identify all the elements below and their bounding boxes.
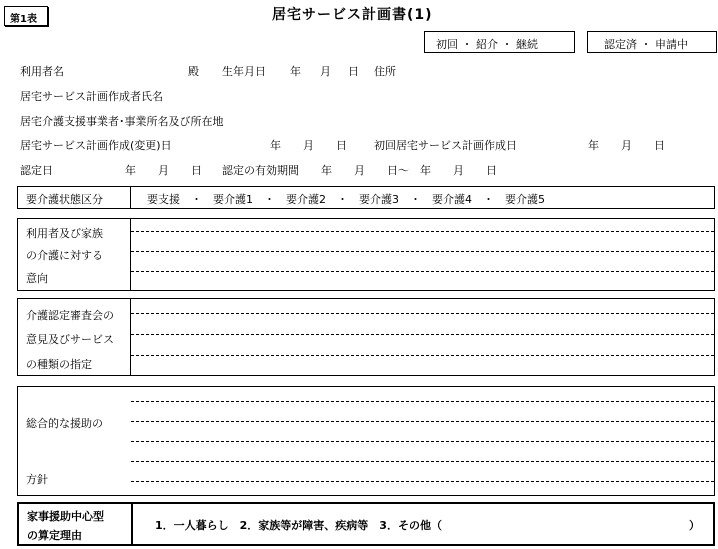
housework-label-2: の算定理由 bbox=[27, 529, 82, 542]
care-level-divider bbox=[130, 187, 131, 208]
opinion-label-2: 意見及びサービス bbox=[26, 333, 114, 346]
intent-line-2 bbox=[131, 251, 714, 252]
provider-label: 居宅介護支援事業者･事業所名及び所在地 bbox=[20, 115, 224, 128]
opinion-label-3: の種類の指定 bbox=[26, 358, 92, 371]
care-level-label: 要介護状態区分 bbox=[26, 193, 103, 206]
care-level-row bbox=[17, 186, 715, 209]
birth-year-label: 年 bbox=[290, 65, 301, 78]
opinion-label-1: 介護認定審査会の bbox=[26, 309, 114, 322]
first-plan-date-label: 初回居宅サービス計画作成日 bbox=[374, 139, 517, 152]
intent-label-3: 意向 bbox=[26, 272, 48, 285]
cert-date-ymd: 年 月 日 bbox=[125, 164, 202, 177]
opinion-section bbox=[17, 298, 715, 376]
address-label: 住所 bbox=[374, 65, 396, 78]
status-box-certification[interactable] bbox=[587, 31, 717, 53]
page-title: 居宅サービス計画書(1) bbox=[272, 7, 433, 23]
cert-date-label: 認定日 bbox=[20, 164, 53, 177]
intent-label-2: の介護に対する bbox=[26, 249, 103, 262]
status-box-plan-type[interactable] bbox=[424, 31, 575, 53]
policy-label-1: 総合的な援助の bbox=[26, 417, 103, 430]
opinion-line-2 bbox=[131, 334, 714, 335]
care-level-options[interactable]: 要支援 ・ 要介護1 ・ 要介護2 ・ 要介護3 ・ 要介護4 ・ 要介護5 bbox=[147, 193, 545, 206]
validity-period-label: 認定の有効期間 年 月 日～ 年 月 日 bbox=[222, 164, 497, 177]
planner-name-label: 居宅サービス計画作成者氏名 bbox=[20, 90, 163, 103]
intent-line-3 bbox=[131, 271, 714, 272]
policy-section bbox=[17, 386, 715, 496]
intent-input-area[interactable] bbox=[131, 219, 714, 290]
intent-label-1: 利用者及び家族 bbox=[26, 227, 103, 240]
policy-input-area[interactable] bbox=[131, 387, 714, 495]
housework-label-1: 家事援助中心型 bbox=[27, 510, 104, 523]
policy-label-2: 方針 bbox=[26, 473, 48, 486]
housework-close-paren: ） bbox=[689, 519, 700, 532]
dono-label: 殿 bbox=[188, 65, 199, 78]
certification-options: 認定済 ・ 申請中 bbox=[604, 38, 688, 51]
housework-divider bbox=[131, 504, 133, 544]
form-number-badge bbox=[4, 6, 48, 26]
intent-section bbox=[17, 218, 715, 291]
plan-type-options: 初回 ・ 紹介 ・ 継続 bbox=[436, 38, 538, 51]
birthdate-label: 生年月日 bbox=[222, 65, 266, 78]
policy-line-4 bbox=[131, 461, 714, 462]
opinion-line-1 bbox=[131, 313, 714, 314]
housework-options[interactable]: 1．一人暮らし 2．家族等が障害、疾病等 3．その他（ bbox=[155, 519, 442, 532]
policy-line-3 bbox=[131, 441, 714, 442]
plan-date-label: 居宅サービス計画作成(変更)日 bbox=[20, 139, 172, 152]
opinion-input-area[interactable] bbox=[131, 299, 714, 375]
opinion-line-3 bbox=[131, 355, 714, 356]
user-name-label: 利用者名 bbox=[20, 65, 64, 78]
birth-month-label: 月 bbox=[320, 65, 331, 78]
plan-date-ymd: 年 月 日 bbox=[270, 139, 347, 152]
policy-line-5 bbox=[131, 481, 714, 482]
policy-line-2 bbox=[131, 421, 714, 422]
birth-day-label: 日 bbox=[348, 65, 359, 78]
form-number: 第1表 bbox=[10, 14, 37, 25]
policy-line-1 bbox=[131, 401, 714, 402]
intent-line-1 bbox=[131, 231, 714, 232]
housework-section bbox=[17, 502, 715, 546]
first-plan-date-ymd: 年 月 日 bbox=[588, 139, 665, 152]
